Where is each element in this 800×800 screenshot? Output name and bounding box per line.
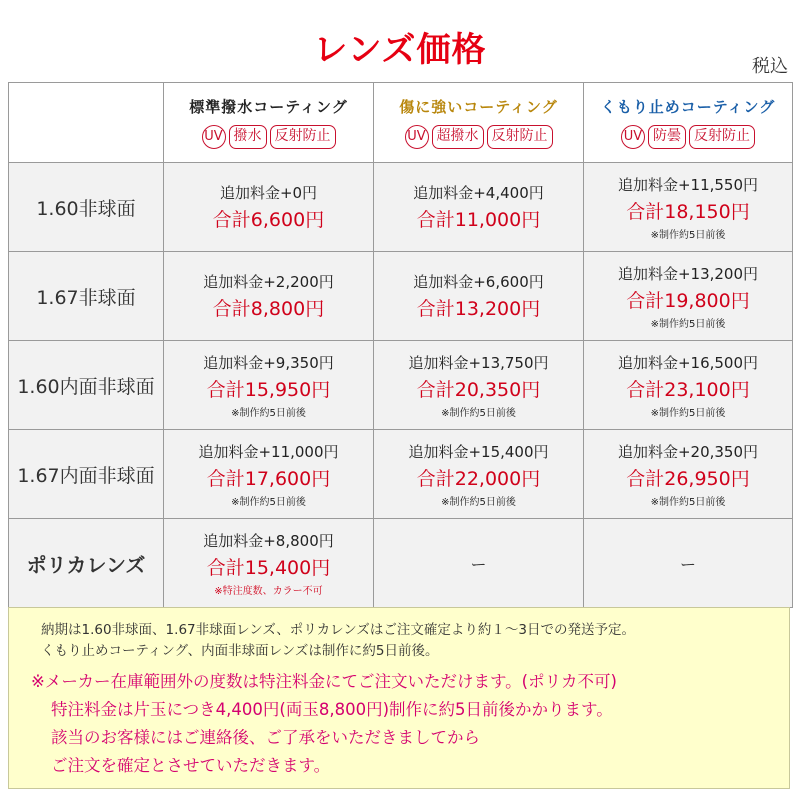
special-order-warning: 特注料金は片玉につき4,400円(両玉8,800円)制作に約5日前後かかります。 [51, 700, 613, 719]
additional-fee: 追加料金+11,550円 [617, 175, 759, 194]
total-price: 合計6,600円 [212, 209, 325, 231]
table-row [9, 163, 793, 252]
price-cell [584, 341, 793, 430]
coating-name: 標準撥水コーティング [189, 98, 348, 116]
lens-name: 1.67内面非球面 [9, 430, 164, 519]
additional-fee: 追加料金+2,200円 [203, 273, 334, 291]
coating-badges [584, 125, 792, 149]
total-price: 合計15,400円 [206, 556, 331, 579]
production-note: ※制作約5日前後 [650, 496, 726, 508]
coating-header-scratch-resistant [374, 83, 584, 163]
production-note: ※制作約5日前後 [231, 407, 306, 419]
table-row [9, 430, 793, 519]
price-cell [374, 163, 584, 252]
coating-name: くもり止めコーティング [600, 98, 776, 116]
price-cell [374, 252, 584, 341]
total-price: 合計15,950円 [206, 378, 331, 401]
coating-header-standard [164, 83, 374, 163]
price-cell [584, 163, 793, 252]
total-price: 合計11,000円 [416, 209, 541, 231]
price-cell-unavailable [374, 519, 584, 608]
price-cell [374, 430, 584, 519]
tax-note: 税込 [752, 56, 788, 77]
feature-badge: 反射防止 [487, 125, 553, 149]
feature-badge: 反射防止 [689, 125, 755, 149]
additional-fee: 追加料金+13,200円 [617, 264, 759, 283]
price-cell [164, 163, 374, 252]
special-order-warning: 該当のお客様にはご連絡後、ご了承をいただきましてから [51, 728, 480, 747]
total-price: 合計23,100円 [626, 378, 750, 401]
special-order-note: ※特注度数、カラー不可 [214, 585, 323, 597]
production-note: ※制作約5日前後 [650, 407, 726, 419]
lens-name: 1.67非球面 [9, 252, 164, 341]
coating-header-anti-fog [584, 83, 793, 163]
production-note: ※制作約5日前後 [650, 229, 726, 241]
delivery-note: 納期は1.60非球面、1.67非球面レンズ、ポリカレンズはご注文確定より約１～3日での発送予定。 [41, 622, 635, 638]
uv-badge: UV [405, 125, 429, 149]
additional-fee: 追加料金+9,350円 [203, 353, 334, 372]
production-note: ※制作約5日前後 [441, 407, 516, 419]
coating-name: 傷に強いコーティング [399, 98, 558, 116]
table-row [9, 252, 793, 341]
production-note: ※制作約5日前後 [441, 496, 516, 508]
coating-badges [164, 125, 373, 149]
page-title: レンズ価格 [313, 30, 487, 70]
coating-badges [374, 125, 583, 149]
price-cell [164, 430, 374, 519]
delivery-info-box [8, 607, 790, 789]
price-table [8, 82, 793, 608]
feature-badge: 防曇 [648, 125, 686, 149]
feature-badge: 反射防止 [270, 125, 336, 149]
additional-fee: 追加料金+8,800円 [203, 531, 334, 550]
additional-fee: 追加料金+4,400円 [413, 184, 544, 202]
table-row [9, 341, 793, 430]
total-price: 合計19,800円 [626, 289, 750, 312]
total-price: 合計22,000円 [416, 467, 541, 490]
special-order-warning: ※メーカー在庫範囲外の度数は特注料金にてご注文いただけます。(ポリカ不可) [31, 672, 617, 691]
lens-name: 1.60内面非球面 [9, 341, 164, 430]
total-price: 合計13,200円 [416, 298, 541, 320]
header-corner [9, 83, 164, 163]
price-cell-unavailable [584, 519, 793, 608]
additional-fee: 追加料金+16,500円 [617, 353, 759, 372]
total-price: 合計17,600円 [206, 467, 331, 490]
uv-badge: UV [202, 125, 226, 149]
lens-name: ポリカレンズ [9, 519, 164, 608]
price-cell [164, 519, 374, 608]
additional-fee: 追加料金+20,350円 [617, 442, 759, 461]
price-cell [584, 252, 793, 341]
additional-fee: 追加料金+13,750円 [408, 353, 549, 372]
feature-badge: 撥水 [229, 125, 267, 149]
price-cell [164, 341, 374, 430]
additional-fee: 追加料金+0円 [219, 184, 318, 202]
total-price: 合計18,150円 [626, 200, 750, 223]
coating-header-row [9, 83, 793, 163]
additional-fee: 追加料金+15,400円 [408, 442, 549, 461]
feature-badge: 超撥水 [432, 125, 484, 149]
uv-badge: UV [621, 125, 645, 149]
production-note: ※制作約5日前後 [231, 496, 306, 508]
total-price: 合計20,350円 [416, 378, 541, 401]
total-price: 合計8,800円 [212, 298, 325, 320]
table-row [9, 519, 793, 608]
price-cell [584, 430, 793, 519]
unavailable-dash: ー [470, 554, 487, 574]
price-cell [164, 252, 374, 341]
total-price: 合計26,950円 [626, 467, 750, 490]
production-note: ※制作約5日前後 [650, 318, 726, 330]
lens-name: 1.60非球面 [9, 163, 164, 252]
price-cell [374, 341, 584, 430]
additional-fee: 追加料金+11,000円 [198, 442, 339, 461]
delivery-note: くもり止めコーティング、内面非球面レンズは制作に約5日前後。 [41, 643, 439, 659]
special-order-warning: ご注文を確定とさせていただきます。 [51, 756, 331, 775]
additional-fee: 追加料金+6,600円 [413, 273, 544, 291]
unavailable-dash: ー [679, 554, 696, 574]
